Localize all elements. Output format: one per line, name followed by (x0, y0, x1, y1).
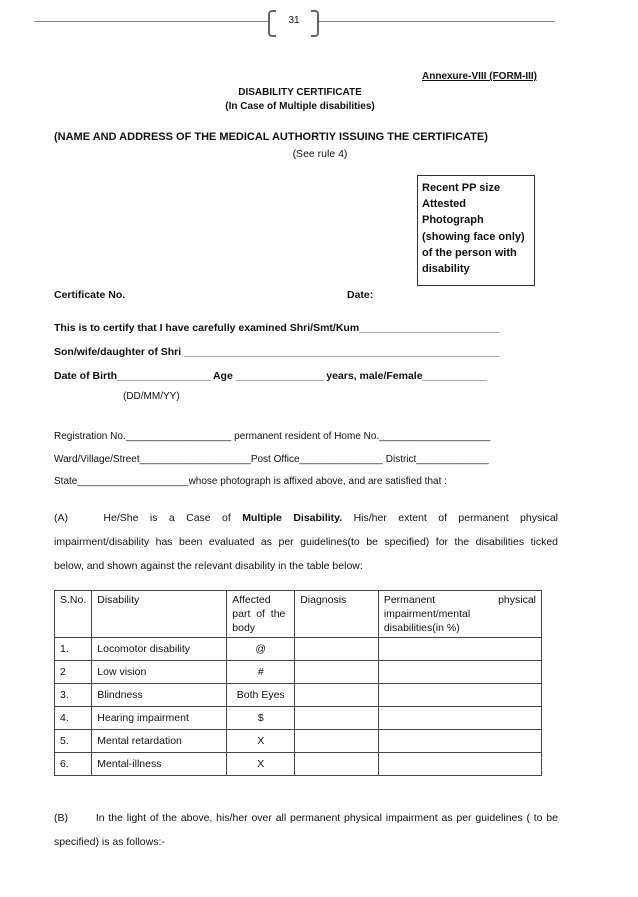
header-affected-line: Affected (232, 594, 271, 606)
dob-format: (DD/MM/YY) (123, 391, 180, 402)
paragraph-a-bold: Multiple Disability. (242, 512, 343, 524)
cell-diagnosis[interactable] (295, 730, 379, 753)
cell-sno: 3. (55, 684, 92, 707)
paragraph-a-line3: below, and shown against the relevant disability in the table below: (54, 560, 363, 572)
paragraph-b-line2: specified) is as follows:- (54, 836, 165, 848)
cell-disability: Blindness (92, 684, 227, 707)
cell-diagnosis[interactable] (295, 638, 379, 661)
cell-diagnosis[interactable] (295, 661, 379, 684)
header-disability: Disability (92, 591, 227, 638)
table-row (55, 638, 542, 661)
see-rule: (See rule 4) (292, 148, 348, 160)
header-rule-left (34, 21, 268, 22)
header-physical-word: physical (498, 594, 536, 606)
cell-disability: Hearing impairment (92, 707, 227, 730)
cell-percent[interactable] (378, 730, 541, 753)
cell-sno: 2 (55, 661, 92, 684)
cell-sno: 6. (55, 753, 92, 776)
document-subtitle: (In Case of Multiple disabilities) (225, 101, 375, 112)
cell-percent[interactable] (378, 661, 541, 684)
document-title: DISABILITY CERTIFICATE (238, 87, 362, 98)
date-label: Date: (347, 289, 374, 301)
paragraph-b-label: (B) (54, 812, 68, 824)
ward-line: Ward/Village/Street____________________Post Office_______________ District_____________ (54, 454, 489, 465)
header-permanent-impairment (378, 591, 541, 638)
paragraph-b-line1 (54, 806, 558, 830)
table-row (55, 707, 542, 730)
paragraph-a-text1: He/She is a Case of (103, 512, 243, 524)
paragraph-a-text2: His/her extent of permanent physical (353, 512, 558, 524)
cell-percent[interactable] (378, 753, 541, 776)
paragraph-a (54, 506, 558, 578)
cell-disability: Mental-illness (92, 753, 227, 776)
annexure-label: Annexure-VIII (FORM-III) (422, 71, 537, 82)
cell-disability: Low vision (92, 661, 227, 684)
paragraph-a-line2: impairment/disability has been evaluated as per guidelines(to be specified) for the disabilities ticked (54, 536, 558, 548)
header-sno: S.No. (55, 591, 92, 638)
header-rule-right (319, 21, 555, 22)
photograph-box (417, 175, 535, 286)
son-of-line: Son/wife/daughter of Shri ______________________________________________________ (54, 346, 500, 358)
photo-box-line: (showing face only) (422, 230, 525, 243)
table-header-row (55, 591, 542, 638)
page-number-bracket-right (311, 10, 319, 37)
photo-box-line: Photograph (422, 214, 484, 227)
cell-diagnosis[interactable] (295, 753, 379, 776)
page-number: 31 (288, 15, 300, 26)
cell-part: # (227, 661, 295, 684)
table-row (55, 753, 542, 776)
date-of-birth-line: Date of Birth________________ Age _______________ years, male/Female___________ (54, 370, 487, 382)
registration-line: Registration No.___________________ permanent resident of Home No.____________________ (54, 431, 491, 442)
header-permanent-word: Permanent (383, 594, 436, 606)
cell-percent[interactable] (378, 707, 541, 730)
header-affected-line: body (232, 622, 256, 634)
cell-percent[interactable] (378, 684, 541, 707)
table-row (55, 684, 542, 707)
photo-box-line: disability (422, 263, 470, 276)
cell-disability: Locomotor disability (92, 638, 227, 661)
state-line: State____________________whose photograph is affixed above, and are satisfied that : (54, 476, 447, 487)
certify-line: This is to certify that I have carefully examined Shri/Smt/Kum________________________ (54, 322, 500, 334)
cell-diagnosis[interactable] (295, 707, 379, 730)
table-row (55, 661, 542, 684)
table-row (55, 730, 542, 753)
cell-part: X (227, 753, 295, 776)
cell-part: X (227, 730, 295, 753)
cell-percent[interactable] (378, 638, 541, 661)
header-permanent-line: disabilities(in %) (383, 622, 460, 634)
photo-box-line: of the person with (422, 246, 517, 259)
header-permanent-line: impairment/mental (383, 608, 471, 620)
paragraph-a-line1 (54, 506, 558, 530)
cell-part: @ (227, 638, 295, 661)
cell-part: $ (227, 707, 295, 730)
header-affected-line: part of the (232, 608, 286, 620)
disability-table (54, 590, 542, 776)
cell-diagnosis[interactable] (295, 684, 379, 707)
authority-heading: (NAME AND ADDRESS OF THE MEDICAL AUTHORTIY ISSUING THE CERTIFICATE) (54, 131, 488, 143)
paragraph-a-label: (A) (54, 512, 68, 524)
photo-box-line: Attested (422, 198, 467, 211)
paragraph-b (54, 806, 558, 854)
cell-disability: Mental retardation (92, 730, 227, 753)
cell-sno: 1. (55, 638, 92, 661)
photo-box-line: Recent PP size (422, 182, 501, 194)
header-diagnosis: Diagnosis (295, 591, 379, 638)
paragraph-b-text: In the light of the above, his/her over all permanent physical impairment as per guidelines ( to be (95, 812, 558, 824)
page-number-bracket-left (268, 10, 276, 37)
cell-sno: 5. (55, 730, 92, 753)
cell-part: Both Eyes (227, 684, 295, 707)
header-affected-part (227, 591, 295, 638)
certificate-no-label: Certificate No. (54, 289, 126, 301)
cell-sno: 4. (55, 707, 92, 730)
